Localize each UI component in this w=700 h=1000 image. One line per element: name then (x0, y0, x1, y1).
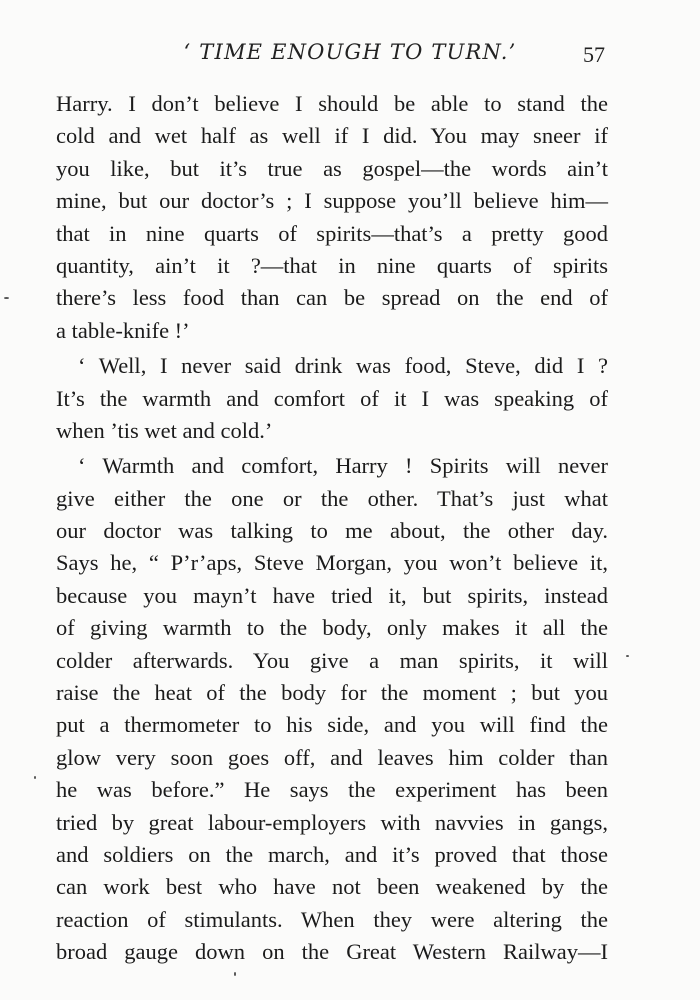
text-line: tried by great labour-employers with navvies in gangs, (56, 809, 608, 835)
print-speck (626, 655, 629, 657)
text-line: Harry. I don’t believe I should be able to stand the (56, 91, 608, 116)
text-line: broad gauge down on the Great Western Railway—I (56, 939, 608, 965)
text-line: raise the heat of the body for the moment ; but you (56, 680, 608, 706)
text-line: can work best who have not been weakened by the (56, 874, 608, 900)
paragraph (56, 350, 608, 447)
print-speck (234, 972, 236, 976)
text-line: put a thermometer to his side, and you will find the (56, 712, 608, 738)
print-speck (4, 297, 9, 299)
text-line: of giving warmth to the body, only makes it all the (56, 615, 608, 641)
text-line: give either the one or the other. That’s just what (56, 485, 608, 511)
text-line: because you mayn’t have tried it, but spirits, instead (56, 582, 608, 608)
text-line: colder afterwards. You give a man spirits, it will (56, 647, 608, 673)
text-line: our doctor was talking to me about, the other day. (56, 518, 608, 544)
text-line: Says he, “ P’r’aps, Steve Morgan, you won’t believe it, (56, 550, 608, 576)
page-number: 57 (583, 42, 605, 67)
text-line: when ’tis wet and cold.’ (56, 417, 273, 443)
text-line: ‘ Well, I never said drink was food, Steve, did I ? (78, 353, 608, 379)
text-line: glow very soon goes off, and leaves him colder than (56, 744, 608, 770)
running-title: ‘ TIME ENOUGH TO TURN.’ (183, 40, 517, 64)
text-line: It’s the warmth and comfort of it I was speaking of (56, 385, 608, 411)
paragraph (56, 450, 608, 968)
body-text (56, 88, 608, 969)
text-line: reaction of stimulants. When they were altering the (56, 906, 608, 932)
text-line: he was before.” He says the experiment has been (56, 777, 608, 803)
paragraph (56, 88, 608, 347)
text-line: mine, but our doctor’s ; I suppose you’ll believe him— (56, 188, 608, 214)
text-line: and soldiers on the march, and it’s proved that those (56, 841, 608, 867)
text-line: quantity, ain’t it ?—that in nine quarts of spirits (56, 252, 608, 278)
text-line: a table-knife !’ (56, 317, 190, 343)
text-line: ‘ Warmth and comfort, Harry ! Spirits will never (78, 453, 608, 479)
text-line: there’s less food than can be spread on the end of (56, 285, 608, 311)
running-head (0, 38, 700, 72)
text-line: that in nine quarts of spirits—that’s a pretty good (56, 220, 608, 246)
text-line: cold and wet half as well if I did. You may sneer if (56, 123, 608, 149)
text-line: you like, but it’s true as gospel—the words ain’t (56, 155, 608, 181)
print-speck (34, 776, 36, 779)
